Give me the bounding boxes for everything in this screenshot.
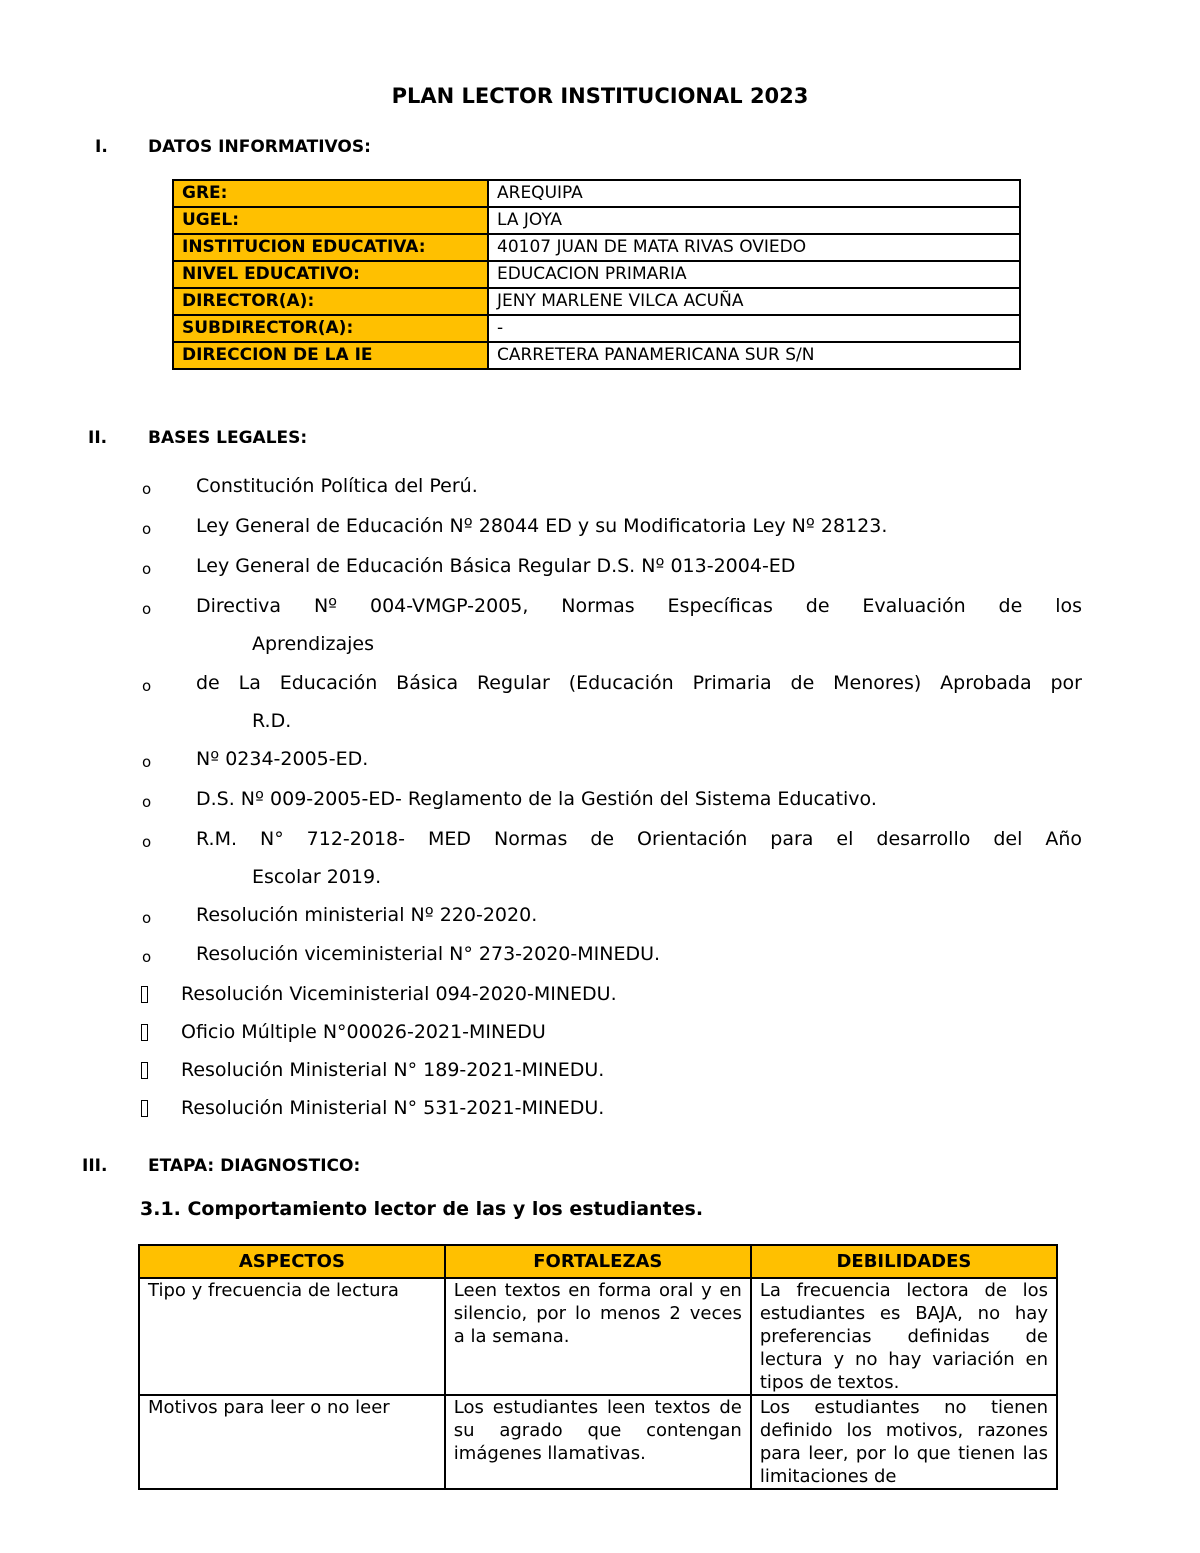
law-text: Ley General de Educación Básica Regular D.S. Nº 013-2004-ED (196, 555, 796, 577)
info-value: LA JOYA (488, 207, 1020, 234)
page-title: PLAN LECTOR INSTITUCIONAL 2023 (391, 84, 809, 108)
table-cell: Leen textos en forma oral y en silencio, por lo menos 2 veces a la semana. (445, 1278, 751, 1395)
section-number: I. (95, 137, 108, 157)
law-text: Resolución ministerial Nº 220-2020. (196, 904, 538, 926)
info-value: JENY MARLENE VILCA ACUÑA (488, 288, 1020, 315)
info-key: DIRECCION DE LA IE (173, 342, 488, 369)
law-text: Constitución Política del Perú. (196, 475, 478, 497)
info-row (173, 234, 1020, 261)
law-text: Ley General de Educación Nº 28044 ED y su Modificatoria Ley Nº 28123. (196, 515, 888, 537)
info-row (173, 342, 1020, 369)
circle-bullet-icon: o (142, 480, 152, 498)
table-cell: Los estudiantes leen textos de su agrado que contengan imágenes llamativas. (445, 1395, 751, 1489)
subsection-title: 3.1. Comportamiento lector de las y los estudiantes. (140, 1198, 704, 1220)
square-bullet-icon (141, 1062, 148, 1079)
table-row (139, 1278, 1057, 1395)
table-cell: Tipo y frecuencia de lectura (139, 1278, 445, 1395)
table-row (139, 1395, 1057, 1489)
info-key: INSTITUCION EDUCATIVA: (173, 234, 488, 261)
law-text: Oficio Múltiple N°00026-2021-MINEDU (181, 1021, 546, 1043)
section-label: ETAPA: DIAGNOSTICO: (148, 1156, 361, 1176)
section-number: II. (88, 428, 108, 448)
law-text: Resolución viceministerial N° 273-2020-MINEDU. (196, 943, 661, 965)
circle-bullet-icon: o (142, 948, 152, 966)
law-text: Resolución Ministerial N° 531-2021-MINEDU. (181, 1097, 605, 1119)
square-bullet-icon (141, 986, 148, 1003)
section-label: BASES LEGALES: (148, 428, 308, 448)
table-cell: Motivos para leer o no leer (139, 1395, 445, 1489)
info-value: AREQUIPA (488, 180, 1020, 207)
info-value: 40107 JUAN DE MATA RIVAS OVIEDO (488, 234, 1020, 261)
info-key: UGEL: (173, 207, 488, 234)
info-row (173, 288, 1020, 315)
diagnostic-table (138, 1244, 1058, 1490)
info-key: DIRECTOR(A): (173, 288, 488, 315)
info-row (173, 180, 1020, 207)
info-key: NIVEL EDUCATIVO: (173, 261, 488, 288)
square-bullet-icon (141, 1100, 148, 1117)
circle-bullet-icon: o (142, 560, 152, 578)
square-bullet-icon (141, 1024, 148, 1041)
law-text: Directiva Nº 004-VMGP-2005, Normas Específicas de Evaluación de los (196, 595, 1082, 617)
info-value: CARRETERA PANAMERICANA SUR S/N (488, 342, 1020, 369)
circle-bullet-icon: o (142, 793, 152, 811)
column-header: DEBILIDADES (751, 1245, 1057, 1278)
circle-bullet-icon: o (142, 753, 152, 771)
law-text-continuation: R.D. (252, 710, 292, 732)
law-text: D.S. Nº 009-2005-ED- Reglamento de la Gestión del Sistema Educativo. (196, 788, 877, 810)
section-label: DATOS INFORMATIVOS: (148, 137, 371, 157)
info-row (173, 207, 1020, 234)
circle-bullet-icon: o (142, 600, 152, 618)
circle-bullet-icon: o (142, 833, 152, 851)
table-cell: Los estudiantes no tienen definido los motivos, razones para leer, por lo que tienen las limitaciones de (751, 1395, 1057, 1489)
law-text: Resolución Ministerial N° 189-2021-MINEDU. (181, 1059, 605, 1081)
info-value: EDUCACION PRIMARIA (488, 261, 1020, 288)
info-row (173, 261, 1020, 288)
info-table (172, 179, 1021, 370)
circle-bullet-icon: o (142, 677, 152, 695)
circle-bullet-icon: o (142, 909, 152, 927)
circle-bullet-icon: o (142, 520, 152, 538)
column-header: ASPECTOS (139, 1245, 445, 1278)
info-value: - (488, 315, 1020, 342)
law-text: de La Educación Básica Regular (Educación Primaria de Menores) Aprobada por (196, 672, 1082, 694)
info-row (173, 315, 1020, 342)
section-number: III. (82, 1156, 108, 1176)
law-text-continuation: Aprendizajes (252, 633, 375, 655)
law-text-continuation: Escolar 2019. (252, 866, 382, 888)
info-key: GRE: (173, 180, 488, 207)
column-header: FORTALEZAS (445, 1245, 751, 1278)
law-text: Resolución Viceministerial 094-2020-MINEDU. (181, 983, 617, 1005)
law-text: Nº 0234-2005-ED. (196, 748, 369, 770)
info-key: SUBDIRECTOR(A): (173, 315, 488, 342)
law-text: R.M. N° 712-2018- MED Normas de Orientación para el desarrollo del Año (196, 828, 1082, 850)
table-cell: La frecuencia lectora de los estudiantes es BAJA, no hay preferencias definidas de lectura y no hay variación en tipos de textos. (751, 1278, 1057, 1395)
